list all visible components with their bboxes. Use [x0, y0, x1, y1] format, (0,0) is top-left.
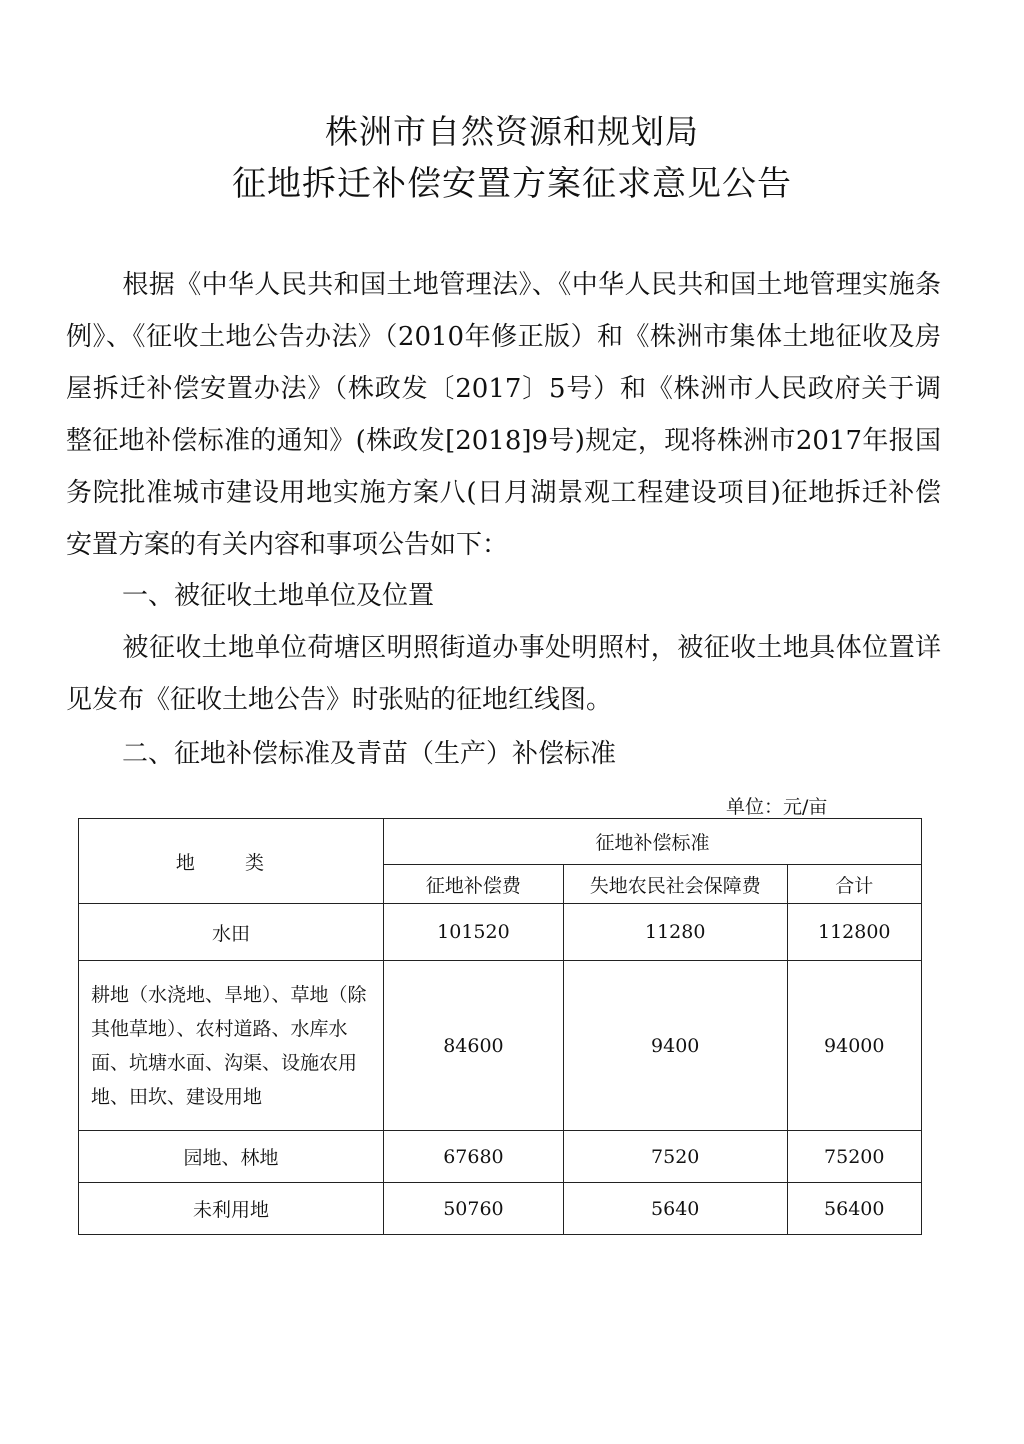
- section-heading-2: [66, 728, 941, 780]
- cell-land-type: 耕地（水浇地、旱地）、草地（除其他草地）、农村道路、水库水面、坑塘水面、沟渠、设施农用地、田坎、建设用地: [79, 961, 384, 1131]
- header-social-security-fee: 失地农民社会保障费: [563, 865, 787, 904]
- header-land-type: 地 类: [79, 819, 384, 904]
- cell-total: 112800: [787, 904, 921, 961]
- section-heading-1-text: 一、被征收土地单位及位置: [122, 581, 435, 611]
- cell-compensation: 50760: [383, 1183, 563, 1235]
- cell-social-security: 11280: [563, 904, 787, 961]
- table-row: [79, 961, 922, 1131]
- cell-social-security: 5640: [563, 1183, 787, 1235]
- cell-social-security: 9400: [563, 961, 787, 1131]
- compensation-table: [78, 818, 922, 1235]
- cell-total: 94000: [787, 961, 921, 1131]
- section-heading-1: [66, 570, 941, 622]
- section-heading-2-text: 二、征地补偿标准及青苗（生产）补偿标准: [122, 739, 617, 769]
- header-total: 合计: [787, 865, 921, 904]
- table-row: [79, 904, 922, 961]
- table-header-row: [79, 819, 922, 865]
- cell-land-type: 园地、林地: [79, 1131, 384, 1183]
- cell-compensation: 101520: [383, 904, 563, 961]
- land-location-paragraph: [66, 622, 941, 726]
- table-row: [79, 1131, 922, 1183]
- header-compensation-standard: 征地补偿标准: [383, 819, 921, 865]
- unit-label: 单位：元/亩: [726, 796, 828, 818]
- cell-social-security: 7520: [563, 1131, 787, 1183]
- document-title-line2: 征地拆迁补偿安置方案征求意见公告: [232, 164, 792, 204]
- cell-land-type: 水田: [79, 904, 384, 961]
- cell-total: 56400: [787, 1183, 921, 1235]
- land-location-paragraph-text: 被征收土地单位荷塘区明照街道办事处明照村，被征收土地具体位置详见发布《征收土地公告》时张贴的征地红线图。: [66, 633, 941, 715]
- cell-land-type: 未利用地: [79, 1183, 384, 1235]
- header-compensation-fee: 征地补偿费: [383, 865, 563, 904]
- intro-paragraph-text: 根据《中华人民共和国土地管理法》、《中华人民共和国土地管理实施条例》、《征收土地公告办法》（2010年修正版）和《株洲市集体土地征收及房屋拆迁补偿安置办法》（株政发〔2017〕5号）和《株洲市人民政府关于调整征地补偿标准的通知》(株政发[2018]9号)规定，现将株洲市2017年报国务院批准城市建设用地实施方案八(日月湖景观工程建设项目)征地拆迁补偿安置方案的有关内容和事项公告如下：: [66, 270, 941, 560]
- cell-compensation: 84600: [383, 961, 563, 1131]
- cell-compensation: 67680: [383, 1131, 563, 1183]
- intro-paragraph: [66, 259, 941, 571]
- table-row: [79, 1183, 922, 1235]
- cell-total: 75200: [787, 1131, 921, 1183]
- document-title-line1: 株洲市自然资源和规划局: [325, 112, 699, 151]
